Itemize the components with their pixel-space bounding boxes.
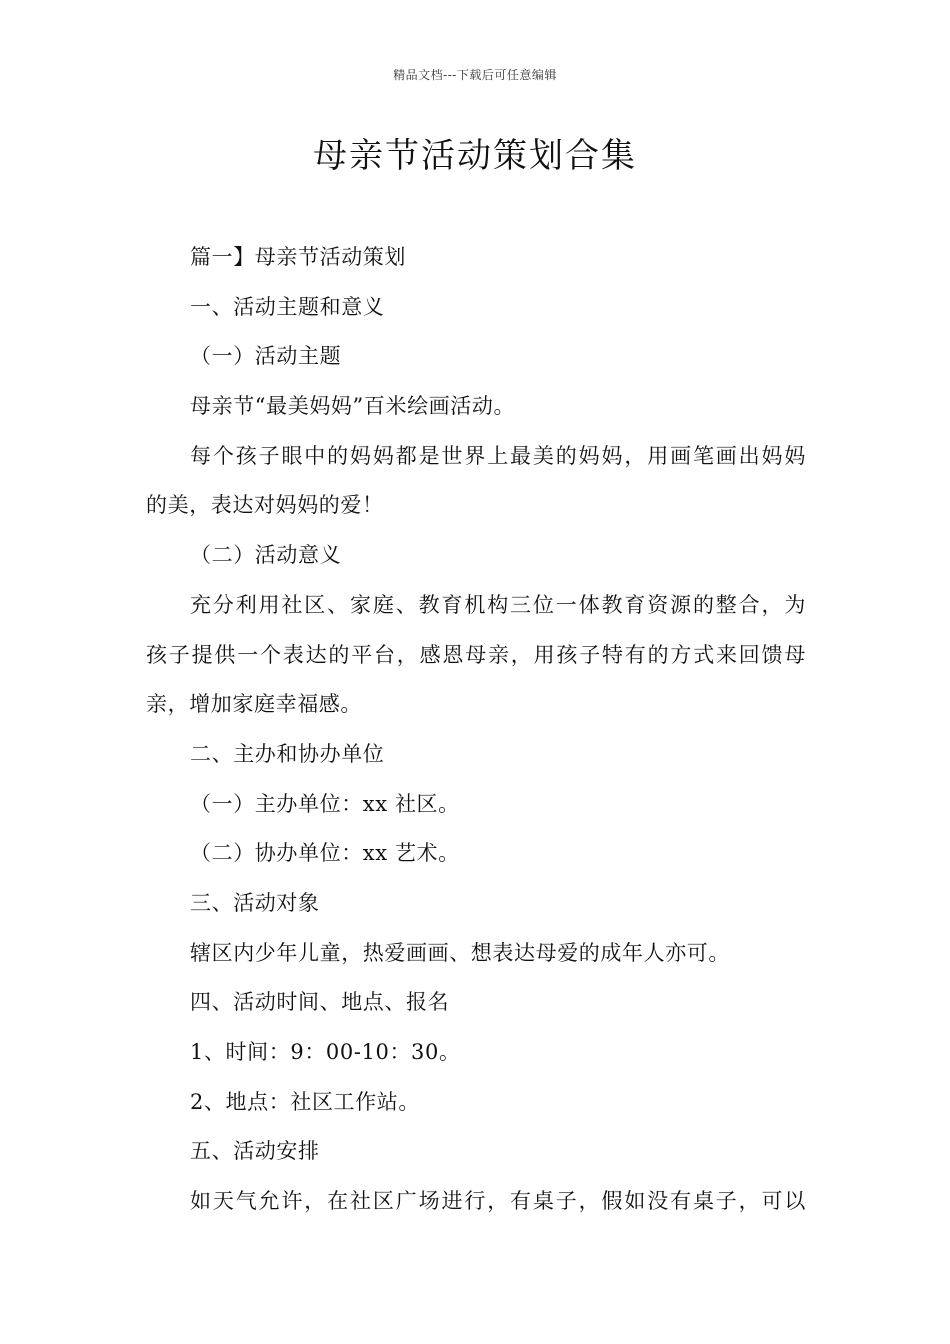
document-title: 母亲节活动策划合集 bbox=[313, 136, 637, 176]
paragraph-line: （一）活动主题 bbox=[190, 344, 342, 369]
paragraph-line: 三、活动对象 bbox=[190, 890, 320, 915]
paragraph-line: 1、时间：9：00-10：30。 bbox=[190, 1040, 461, 1064]
paragraph-line: 五、活动安排 bbox=[190, 1139, 320, 1164]
paragraph-line: 母亲节“最美妈妈”百米绘画活动。 bbox=[190, 394, 516, 419]
paragraph-line: 亲，增加家庭幸福感。 bbox=[146, 692, 362, 717]
paragraph-line: 二、主办和协办单位 bbox=[190, 741, 385, 766]
paragraph-line: 四、活动时间、地点、报名 bbox=[190, 990, 450, 1015]
paragraph-line: 一、活动主题和意义 bbox=[190, 294, 385, 319]
paragraph-line: 充分利用社区、家庭、教育机构三位一体教育资源的整合，为 bbox=[190, 592, 806, 617]
paragraph-line: 每个孩子眼中的妈妈都是世界上最美的妈妈，用画笔画出妈妈 bbox=[190, 443, 806, 468]
paragraph-line: （一）主办单位：xx 社区。 bbox=[190, 791, 460, 816]
paragraph-line: （二）活动意义 bbox=[190, 543, 342, 568]
document-body bbox=[146, 233, 806, 1227]
paragraph-line: 篇一】母亲节活动策划 bbox=[190, 245, 406, 269]
paragraph-line: 的美，表达对妈妈的爱！ bbox=[146, 493, 384, 518]
paragraph-line: 孩子提供一个表达的平台，感恩母亲，用孩子特有的方式来回馈母 bbox=[146, 642, 806, 667]
paragraph-line: 辖区内少年儿童，热爱画画、想表达母爱的成年人亦可。 bbox=[190, 940, 730, 965]
paragraph-line: （二）协办单位：xx 艺术。 bbox=[190, 841, 460, 866]
paragraph-line: 如天气允许，在社区广场进行，有桌子，假如没有桌子，可以 bbox=[190, 1189, 806, 1214]
header-note: 精品文档---下载后可任意编辑 bbox=[393, 68, 557, 82]
paragraph-line: 2、地点：社区工作站。 bbox=[190, 1089, 420, 1114]
